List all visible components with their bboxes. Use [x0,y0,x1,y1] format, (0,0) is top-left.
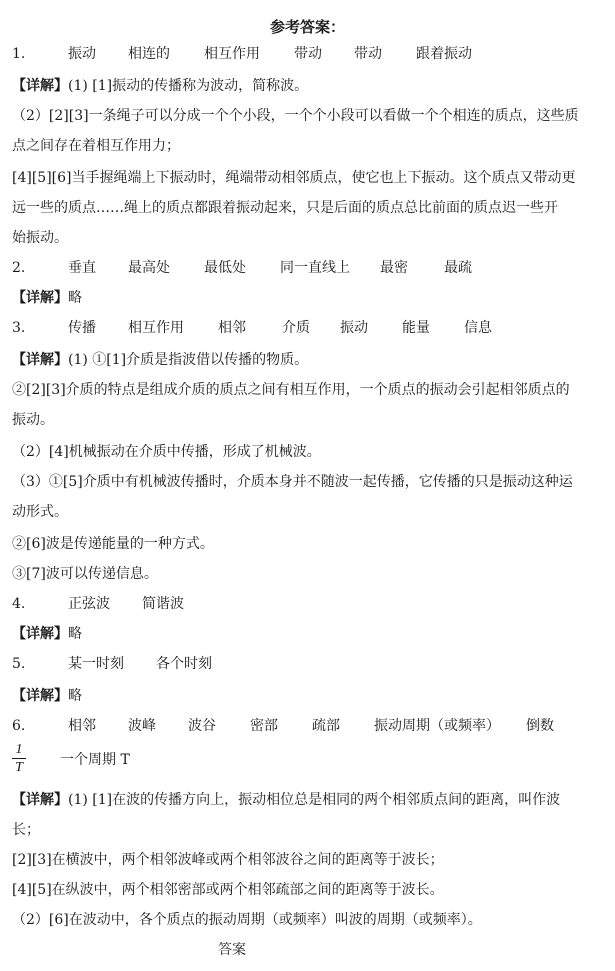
q3-answer: 相互作用 [128,320,184,336]
detail-text: 略 [68,290,82,306]
q3-detail-line: （3）①[5]介质中有机械波传播时，介质本身并不随波一起传播，它传播的只是振动这种运 [12,474,573,490]
q2-answer: 垂直 [68,260,96,276]
q1-detail-line: 点之间存在着相互作用力； [12,138,180,154]
q3-detail-line: ②[2][3]介质的特点是组成介质的质点之间有相互作用，一个质点的振动会引起相邻质点的 [12,382,570,398]
q3-detail-line: 振动。 [12,412,54,428]
detail-label: 【详解】 [12,78,68,94]
fraction-numerator: 1 [15,742,23,757]
q3-answer: 相邻 [218,320,246,336]
q6-number: 6. [12,718,26,734]
q2-number: 2. [12,260,26,276]
q6-answer: 波谷 [188,718,216,734]
q3-answer: 振动 [340,320,368,336]
q6-detail-line: （2）[6]在波动中，各个质点的振动周期（或频率）叫波的周期（或频率）。 [12,912,482,928]
detail-text: 略 [68,688,82,704]
q3-answer: 传播 [68,320,96,336]
q6-answer: 一个周期 T [60,752,130,768]
page-title: 参考答案： [269,18,345,36]
q6-answer: 波峰 [128,718,156,734]
detail-text: (1) ①[1]介质是指波借以传播的物质。 [68,352,309,368]
q3-answer: 能量 [402,320,430,336]
q5-detail-line [12,686,82,706]
fraction-bar [12,758,26,759]
q2-answer: 最低处 [204,260,246,276]
detail-text: (1) [1]在波的传播方向上，振动相位总是相同的两个相邻质点间的距离，叫作波 [68,792,561,808]
detail-label: 【详解】 [12,290,68,306]
detail-text: 略 [68,626,82,642]
q6-answer: 疏部 [312,718,340,734]
q2-answer: 同一直线上 [280,260,350,276]
fraction-one-over-t [12,742,26,775]
q1-answer: 相连的 [128,46,170,62]
q1-detail-line: [4][5][6]当手握绳端上下振动时，绳端带动相邻质点，使它也上下振动。这个质点又带动更 [12,170,576,186]
q5-answer: 某一时刻 [68,656,124,672]
q3-detail-line [12,350,308,370]
q6-detail-line: 长； [12,822,40,838]
q3-detail-line: 动形式。 [12,504,68,520]
detail-text: (1) [1]振动的传播称为波动，简称波。 [68,78,309,94]
detail-label: 【详解】 [12,688,68,704]
q3-detail-line: ②[6]波是传递能量的一种方式。 [12,536,214,552]
q6-answer: 相邻 [68,718,96,734]
q4-number: 4. [12,596,26,612]
q3-detail-line: ③[7]波可以传递信息。 [12,566,158,582]
q1-answer: 带动 [354,46,382,62]
q3-answer: 信息 [464,320,492,336]
q1-detail-line [12,76,308,96]
q4-answer: 简谐波 [142,596,184,612]
q1-answer: 振动 [68,46,96,62]
q4-answer: 正弦波 [68,596,110,612]
q5-number: 5. [12,656,26,672]
q6-detail-line: [4][5]在纵波中，两个相邻密部或两个相邻疏部之间的距离等于波长。 [12,882,444,898]
detail-label: 【详解】 [12,626,68,642]
q6-answer: 振动周期（或频率） [374,718,500,734]
detail-label: 【详解】 [12,352,68,368]
q2-answer: 最疏 [444,260,472,276]
page-footer: 答案 [218,942,246,958]
q3-number: 3. [12,320,26,336]
q6-detail-line [12,790,560,810]
q1-answer: 带动 [294,46,322,62]
q2-detail-line [12,288,82,308]
footer-fade [248,938,338,962]
q2-answer: 最高处 [128,260,170,276]
q1-detail-line: 始振动。 [12,230,68,246]
fraction-denominator: T [15,760,23,775]
q3-detail-line: （2）[4]机械振动在介质中传播，形成了机械波。 [12,444,321,460]
detail-label: 【详解】 [12,792,68,808]
q1-number: 1. [12,46,26,62]
q5-answer: 各个时刻 [156,656,212,672]
q1-answer: 相互作用 [204,46,260,62]
q1-detail-line: （2）[2][3]一条绳子可以分成一个个小段，一个个小段可以看做一个个相连的质点，这些质 [12,108,579,124]
q6-answer: 密部 [250,718,278,734]
q3-answer: 介质 [282,320,310,336]
q6-detail-line: [2][3]在横波中，两个相邻波峰或两个相邻波谷之间的距离等于波长； [12,852,444,868]
q1-answer: 跟着振动 [416,46,472,62]
q2-answer: 最密 [380,260,408,276]
q4-detail-line [12,624,82,644]
q1-detail-line: 远一些的质点……绳上的质点都跟着振动起来，只是后面的质点总比前面的质点迟一些开 [12,200,558,216]
q6-answer: 倒数 [526,718,554,734]
